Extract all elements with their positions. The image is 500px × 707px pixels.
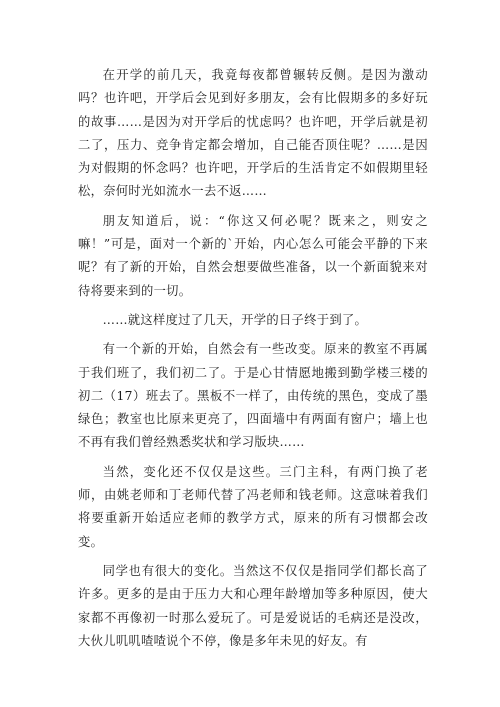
paragraph-3: ……就这样度过了几天，开学的日子终于到了。 [102, 312, 368, 327]
document-body [78, 64, 428, 659]
paragraph-4: 有一个新的开始，自然会有一些改变。原来的教室不再属于我们班了，我们初二了。于是心甘情愿地搬到勤学楼三楼的初二（17）班去了。黑板不一样了，由传统的黑色，变成了墨绿色；教室也比原来更亮了，四面墙中有两面有窗户；墙上也不再有我们曾经熟悉奖状和学习版块…… [78, 342, 428, 450]
paragraph-2: 朋友知道后，说：“你这又何必呢？既来之，则安之嘛！”可是，面对一个新的`开始，内心怎么可能会平静的下来呢？有了新的开始，自然会想要做些准备，以一个新面貌来对待将要来到的一切。 [78, 213, 428, 298]
paragraph-6: 同学也有很大的变化。当然这不仅仅是指同学们都长高了许多。更多的是由于压力大和心理年龄增加等多种原因，使大家都不再像初一时那么爱玩了。可是爱说话的毛病还是没改，大伙儿叽叽喳喳说个不停，像是多年未见的好友。有 [78, 563, 428, 648]
paragraph-5: 当然，变化还不仅仅是这些。三门主科，有两门换了老师，由姚老师和丁老师代替了冯老师和钱老师。这意味着我们将要重新开始适应老师的教学方式，原来的所有习惯都会改变。 [78, 464, 428, 549]
paragraph-1: 在开学的前几天，我竟每夜都曾辗转反侧。是因为激动吗？也许吧，开学后会见到好多朋友，会有比假期多的多好玩的故事……是因为对开学后的忧虑吗？也许吧，开学后就是初二了，压力、竞争肯定都会增加，自己能否顶住呢？……是因为对假期的怀念吗？也许吧，开学后的生活肯定不如假期里轻松，奈何时光如流水一去不返…… [78, 68, 428, 199]
